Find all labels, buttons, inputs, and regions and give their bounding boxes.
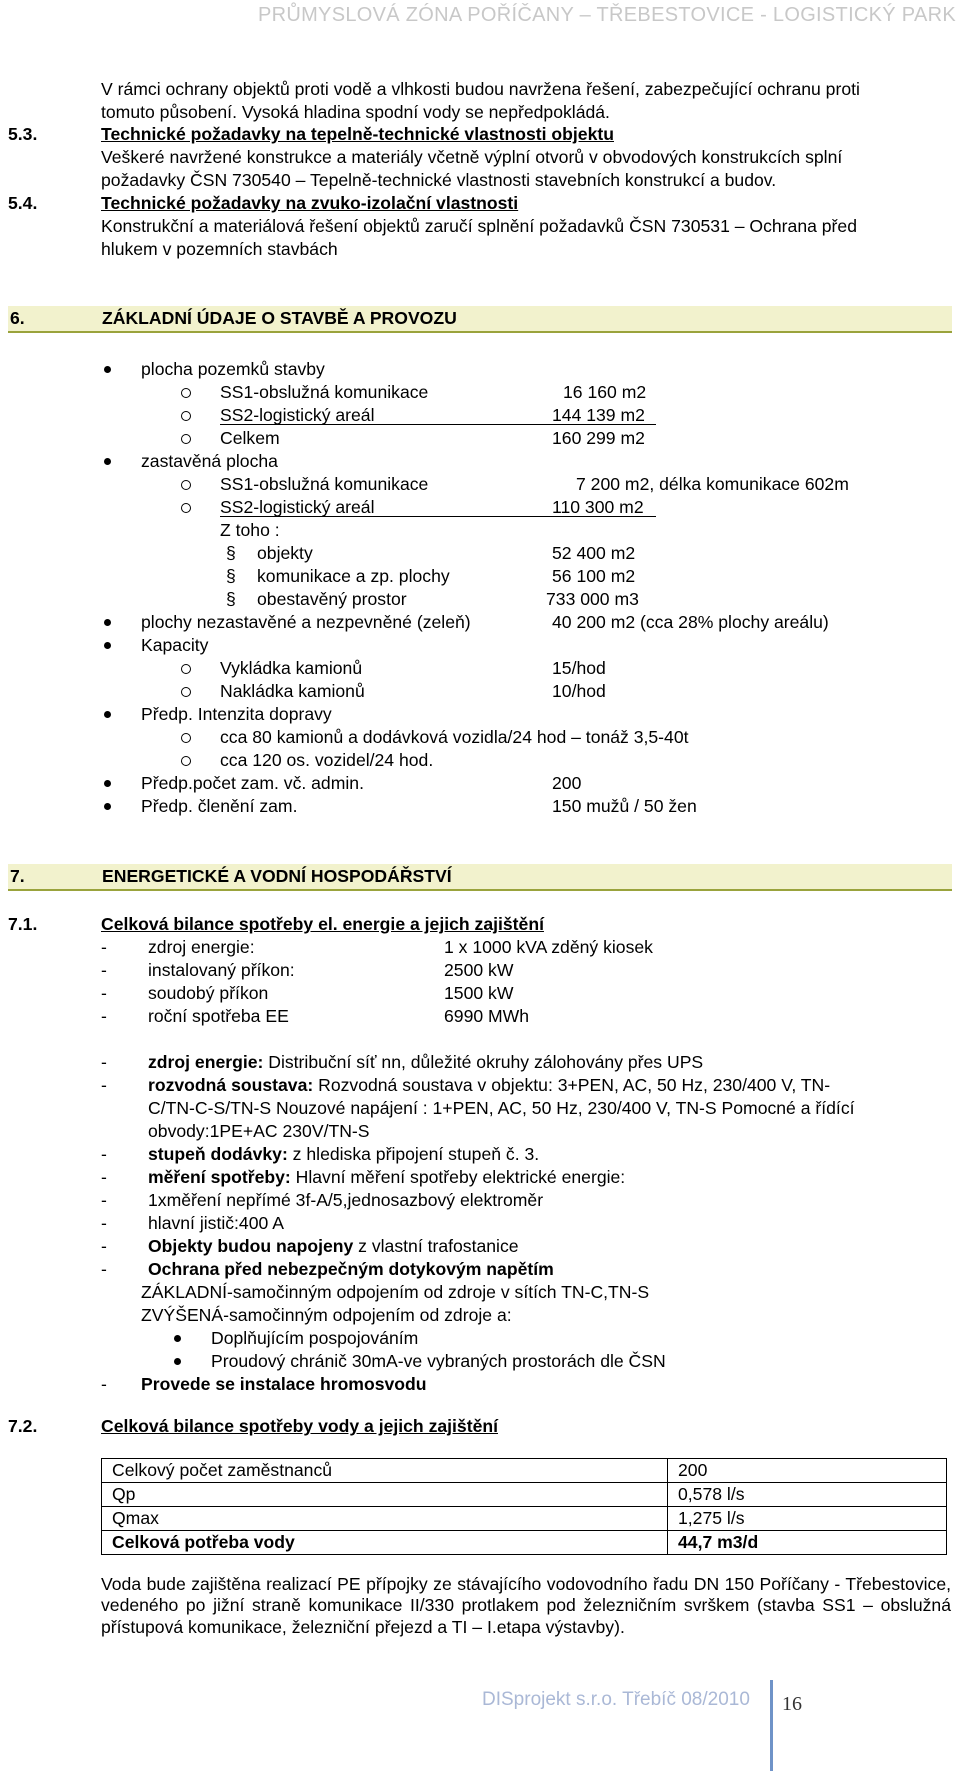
- list-item-value: 160 299 m2: [552, 428, 645, 448]
- list-item-value: 40 200 m2 (cca 28% plochy areálu): [552, 612, 829, 632]
- bullet-icon: [104, 619, 111, 626]
- intro-line: tomuto působení. Vysoká hladina spodní vody se nepředpokládá.: [101, 102, 610, 122]
- section-number: 5.4.: [8, 193, 38, 213]
- kv-value: 2500 kW: [444, 960, 514, 980]
- list-item: Proudový chránič 30mA-ve vybraných prostorách dle ČSN: [211, 1351, 666, 1371]
- circle-bullet-icon: [181, 503, 191, 513]
- list-item-value: 52 400 m2: [552, 543, 636, 563]
- dash-bullet: -: [101, 1006, 107, 1026]
- detail-line: hlavní jistič:400 A: [148, 1213, 284, 1233]
- circle-bullet-icon: [181, 687, 191, 697]
- list-item-value: 7 200 m2, délka komunikace 602m: [576, 474, 849, 494]
- table-row: Celková potřeba vody 44,7 m3/d: [102, 1531, 947, 1555]
- list-item: cca 80 kamionů a dodávková vozidla/24 hod – tonáž 3,5-40t: [220, 727, 689, 747]
- section-title: ZÁKLADNÍ ÚDAJE O STAVBĚ A PROVOZU: [102, 308, 457, 328]
- section-title: Technické požadavky na tepelně-technické vlastnosti objektu: [101, 124, 614, 144]
- circle-bullet-icon: [181, 411, 191, 421]
- list-item: Předp. Intenzita dopravy: [141, 704, 332, 724]
- detail-line: C/TN-C-S/TN-S Nouzové napájení : 1+PEN, AC, 50 Hz, 230/400 V, TN-S Pomocné a řídící: [148, 1098, 855, 1118]
- circle-bullet-icon: [181, 733, 191, 743]
- paragraph-line: požadavky ČSN 730540 – Tepelně-technické vlastnosti stavebních konstrukcí a budov.: [101, 170, 777, 190]
- list-item-label: Předp. členění zam.: [141, 796, 298, 816]
- list-item-label: Nakládka kamionů: [220, 681, 365, 701]
- list-item-value: 733 000 m3: [546, 589, 639, 609]
- detail-line: Objekty budou napojeny z vlastní trafostanice: [148, 1236, 519, 1256]
- list-item-label: SS1-obslužná komunikace: [220, 382, 429, 402]
- list-item-value: 144 139 m2: [552, 405, 645, 425]
- kv-value: 1500 kW: [444, 983, 514, 1003]
- section-sign-bullet-icon: §: [226, 543, 236, 563]
- section-number: 5.3.: [8, 124, 38, 144]
- list-item-value: 56 100 m2: [552, 566, 636, 586]
- detail-line: ZVÝŠENÁ-samočinným odpojením od zdroje a:: [141, 1305, 512, 1325]
- table-row: Qmax 1,275 l/s: [102, 1507, 947, 1531]
- detail-line: zdroj energie: Distribuční síť nn, důležité okruhy zálohovány přes UPS: [148, 1052, 704, 1072]
- list-item-label: Vykládka kamionů: [220, 658, 363, 678]
- section-number: 7.2.: [8, 1416, 38, 1436]
- dash-bullet: -: [101, 1374, 107, 1394]
- kv-label: instalovaný příkon:: [148, 960, 295, 980]
- water-consumption-table: [101, 1458, 947, 1555]
- section-heading-bar: [8, 306, 952, 333]
- circle-bullet-icon: [181, 434, 191, 444]
- circle-bullet-icon: [181, 756, 191, 766]
- section-title: ENERGETICKÉ A VODNÍ HOSPODÁŘSTVÍ: [102, 866, 452, 886]
- kv-value: 6990 MWh: [444, 1006, 530, 1026]
- dash-bullet: -: [101, 1190, 107, 1210]
- list-item-label: objekty: [257, 543, 313, 563]
- list-item-value: 16 160 m2: [563, 382, 647, 402]
- section-title: Technické požadavky na zvuko-izolační vlastnosti: [101, 193, 519, 213]
- section-title: Celková bilance spotřeby el. energie a jejich zajištění: [101, 914, 544, 934]
- list-item: plocha pozemků stavby: [141, 359, 325, 379]
- bullet-icon: [174, 1335, 181, 1342]
- circle-bullet-icon: [181, 664, 191, 674]
- bullet-icon: [104, 780, 111, 787]
- page-number: 16: [782, 1693, 802, 1715]
- detail-line: stupeň dodávky: z hlediska připojení stupeň č. 3.: [148, 1144, 540, 1164]
- kv-label: zdroj energie:: [148, 937, 255, 957]
- list-item-label: SS2-logistický areál: [220, 405, 375, 425]
- list-item: Kapacity: [141, 635, 209, 655]
- list-item-label: plochy nezastavěné a nezpevněné (zeleň): [141, 612, 471, 632]
- list-item-value: 200: [552, 773, 582, 793]
- footer-divider: [770, 1680, 773, 1771]
- section-number: 7.1.: [8, 914, 38, 934]
- dash-bullet: -: [101, 1167, 107, 1187]
- bullet-icon: [104, 803, 111, 810]
- bullet-icon: [104, 711, 111, 718]
- paragraph-line: hlukem v pozemních stavbách: [101, 239, 338, 259]
- list-item-value: 10/hod: [552, 681, 606, 701]
- list-item-label: Celkem: [220, 428, 280, 448]
- dash-bullet: -: [101, 983, 107, 1003]
- paragraph: Voda bude zajištěna realizací PE přípojky ze stávajícího vodovodního řadu DN 150 Poříčany - Třebestovice, vedeného po jižní straně komunikace II/330 protlakem pod železničním svrškem (stavba SS1 – obslužná přístupová komunikace, železniční přejezd a TI – I.etapa výstavby).: [101, 1574, 951, 1637]
- detail-line: 1xměření nepřímé 3f-A/5,jednosazbový elektroměr: [148, 1190, 544, 1210]
- bullet-icon: [104, 458, 111, 465]
- list-item-label: SS2-logistický areál: [220, 497, 375, 517]
- bullet-icon: [104, 642, 111, 649]
- dash-bullet: -: [101, 1259, 107, 1279]
- paragraph-line: Konstrukční a materiálová řešení objektů zaručí splnění požadavků ČSN 730531 – Ochrana před: [101, 216, 857, 236]
- list-item: zastavěná plocha: [141, 451, 278, 471]
- list-item-value: 15/hod: [552, 658, 606, 678]
- intro-line: V rámci ochrany objektů proti vodě a vlhkosti budou navržena řešení, zabezpečující ochranu proti: [101, 79, 860, 99]
- detail-line: obvody:1PE+AC 230V/TN-S: [148, 1121, 370, 1141]
- section-title: Celková bilance spotřeby vody a jejich zajištění: [101, 1416, 498, 1436]
- section-sign-bullet-icon: §: [226, 566, 236, 586]
- detail-line: Provede se instalace hromosvodu: [141, 1374, 427, 1394]
- dash-bullet: -: [101, 960, 107, 980]
- bullet-icon: [174, 1358, 181, 1365]
- detail-line: Ochrana před nebezpečným dotykovým napětím: [148, 1259, 554, 1279]
- footer-company: DISprojekt s.r.o. Třebíč 08/2010: [482, 1689, 750, 1710]
- running-header: PRŮMYSLOVÁ ZÓNA POŘÍČANY – TŘEBESTOVICE - LOGISTICKÝ PARK: [257, 4, 956, 26]
- dash-bullet: -: [101, 1213, 107, 1233]
- table-row: Qp 0,578 l/s: [102, 1483, 947, 1507]
- detail-line: ZÁKLADNÍ-samočinným odpojením od zdroje v sítích TN-C,TN-S: [141, 1282, 650, 1302]
- list-item-label: Předp.počet zam. vč. admin.: [141, 773, 364, 793]
- dash-bullet: -: [101, 937, 107, 957]
- list-item-label: obestavěný prostor: [257, 589, 407, 609]
- list-item-value: 150 mužů / 50 žen: [552, 796, 697, 816]
- section-sign-bullet-icon: §: [226, 589, 236, 609]
- list-item-label: komunikace a zp. plochy: [257, 566, 450, 586]
- circle-bullet-icon: [181, 480, 191, 490]
- list-item: cca 120 os. vozidel/24 hod.: [220, 750, 434, 770]
- list-item: Doplňujícím pospojováním: [211, 1328, 419, 1348]
- kv-label: soudobý příkon: [148, 983, 269, 1003]
- section-number: 7.: [10, 866, 25, 886]
- detail-line: rozvodná soustava: Rozvodná soustava v objektu: 3+PEN, AC, 50 Hz, 230/400 V, TN-: [148, 1075, 831, 1095]
- list-item-label: SS1-obslužná komunikace: [220, 474, 429, 494]
- circle-bullet-icon: [181, 388, 191, 398]
- bullet-icon: [104, 366, 111, 373]
- dash-bullet: -: [101, 1075, 107, 1095]
- kv-value: 1 x 1000 kVA zděný kiosek: [444, 937, 653, 957]
- section-number: 6.: [10, 308, 25, 328]
- list-item-note: Z toho :: [220, 520, 280, 540]
- dash-bullet: -: [101, 1236, 107, 1256]
- table-row: Celkový počet zaměstnanců 200: [102, 1459, 947, 1483]
- dash-bullet: -: [101, 1052, 107, 1072]
- dash-bullet: -: [101, 1144, 107, 1164]
- list-item-value: 110 300 m2: [552, 497, 644, 517]
- detail-line: měření spotřeby: Hlavní měření spotřeby elektrické energie:: [148, 1167, 626, 1187]
- kv-label: roční spotřeba EE: [148, 1006, 289, 1026]
- section-heading-bar: [8, 864, 952, 891]
- paragraph-line: Veškeré navržené konstrukce a materiály včetně výplní otvorů v obvodových konstrukcích splní: [101, 147, 843, 167]
